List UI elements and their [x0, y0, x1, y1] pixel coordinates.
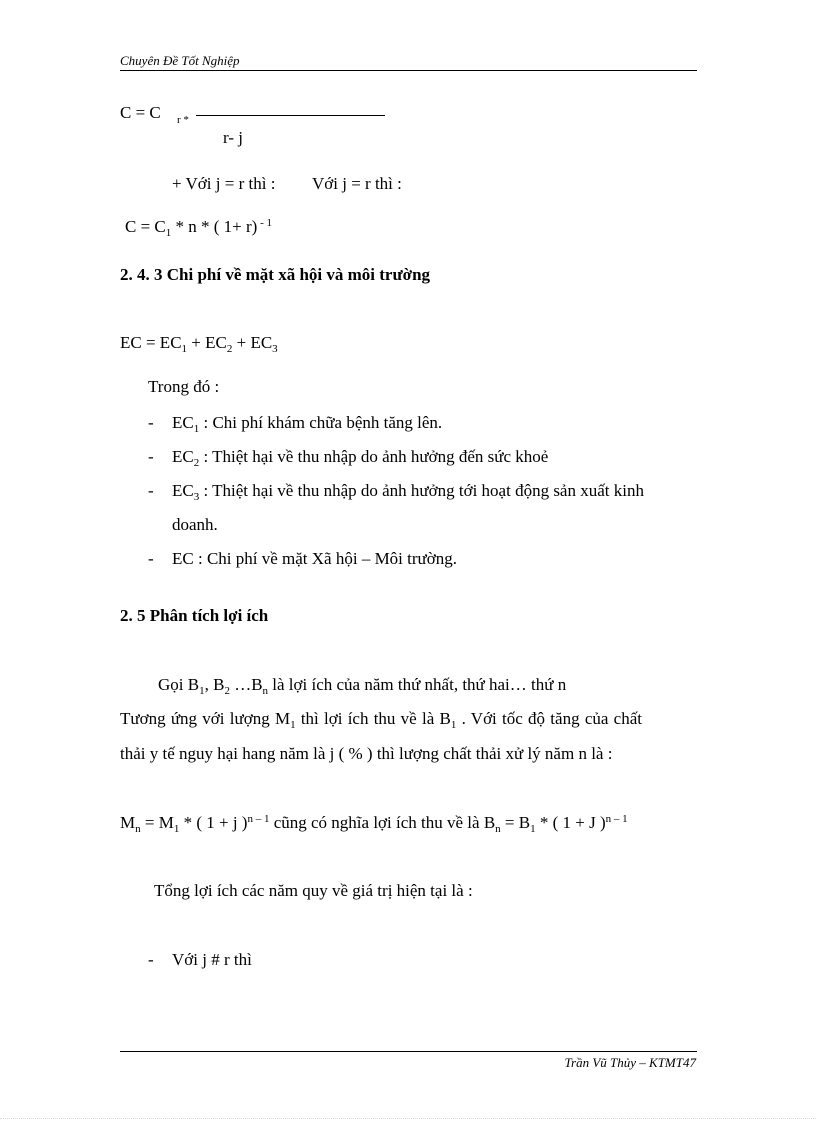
- formula-mn-d: cũng có nghĩa lợi ích thu về là B: [269, 813, 496, 832]
- para-1: [158, 675, 566, 695]
- formula-mn-b: = M: [140, 813, 174, 832]
- list-dash-5: -: [148, 950, 154, 969]
- para-2-c: . Với tốc độ tăng của chất: [456, 709, 642, 728]
- trong-do: Trong đó :: [148, 377, 220, 396]
- para-2-s2: 1: [450, 719, 457, 731]
- para-4: Tổng lợi ích các năm quy về giá trị hiện tại là :: [154, 881, 473, 900]
- formula-mn-e2: n – 1: [605, 813, 628, 825]
- case-left: + Với j = r thì :: [172, 174, 276, 193]
- para-1-s2: 2: [224, 685, 230, 697]
- para-2: [120, 709, 642, 729]
- list-item-3-a: EC: [172, 481, 194, 500]
- page-bottom-edge: [0, 1118, 816, 1119]
- formula-ec-c: + EC: [232, 333, 273, 352]
- list-item-2-b: : Thiệt hại về thu nhập do ảnh hưởng đến sức khoẻ: [199, 447, 549, 466]
- footer-rule: [120, 1051, 697, 1052]
- list-dash-4: -: [148, 549, 154, 568]
- list-dash-1: -: [148, 413, 154, 432]
- formula-c-sub: r *: [177, 114, 189, 126]
- header-rule: [120, 70, 697, 71]
- formula-mn-s4: 1: [530, 823, 536, 835]
- list-dash-3: -: [148, 481, 154, 500]
- para-1-s3: n: [262, 685, 269, 697]
- para-1-s1: 1: [199, 685, 205, 697]
- list-item-2-a: EC: [172, 447, 194, 466]
- formula-mn-s2: 1: [173, 823, 180, 835]
- formula-c2-a: C = C: [125, 217, 166, 236]
- formula-c2-sub: 1: [165, 227, 172, 239]
- para-2-a: Tương ứng với lượng M: [120, 709, 291, 728]
- formula-mn-s3: n: [495, 823, 501, 835]
- list-item-2: [172, 447, 548, 467]
- para-2-b: thì lợi ích thu về là B: [295, 709, 451, 728]
- formula-ec-s3: 3: [272, 343, 278, 355]
- section-25-title: 2. 5 Phân tích lợi ích: [120, 606, 269, 625]
- formula-c-denominator: r- j: [223, 128, 243, 147]
- formula-c-lhs: C = C: [120, 103, 161, 122]
- list-item-2-sub: 2: [193, 457, 200, 469]
- para-3: thải y tế nguy hại hang năm là j ( % ) thì lượng chất thải xử lý năm n là :: [120, 744, 613, 763]
- footer-author: Trần Vũ Thủy – KTMT47: [564, 1055, 696, 1070]
- formula-ec-s2: 2: [226, 343, 233, 355]
- para-2-s1: 1: [290, 719, 296, 731]
- formula-ec-b: + EC: [187, 333, 227, 352]
- formula-mn-e: = B: [500, 813, 531, 832]
- para-1-d: là lợi ích của năm thứ nhất, thứ hai… thứ n: [268, 675, 567, 694]
- list-item-3-sub: 3: [193, 491, 200, 503]
- formula-mn-f: * ( 1 + J ): [535, 813, 606, 832]
- formula-mn-s1: n: [135, 823, 141, 835]
- list-item-1-a: EC: [172, 413, 194, 432]
- formula-mn-a: M: [120, 813, 136, 832]
- list-item-3-cont: doanh.: [172, 515, 218, 534]
- formula-c2: [125, 217, 272, 237]
- para-1-c: …B: [229, 675, 263, 694]
- header-title: Chuyên Đề Tốt Nghiệp: [120, 53, 240, 68]
- para-1-a: Gọi B: [158, 675, 200, 694]
- list-item-3: [172, 481, 644, 501]
- formula-mn-c: * ( 1 + j ): [179, 813, 248, 832]
- formula-mn: [120, 813, 628, 833]
- formula-c2-b: * n * ( 1+ r): [171, 217, 258, 236]
- list-dash-2: -: [148, 447, 154, 466]
- formula-ec: [120, 333, 278, 353]
- fraction-line: [196, 115, 385, 116]
- case-right: Với j = r thì :: [312, 174, 402, 193]
- list-item-4: EC : Chi phí về mặt Xã hội – Môi trường.: [172, 549, 457, 568]
- section-243-title: 2. 4. 3 Chi phí về mặt xã hội và môi trường: [120, 265, 431, 284]
- list-item-1-b: : Chi phí khám chữa bệnh tăng lên.: [199, 413, 443, 432]
- formula-c: [120, 103, 189, 126]
- para-1-b: , B: [204, 675, 225, 694]
- formula-mn-e1: n – 1: [247, 813, 270, 825]
- formula-ec-a: EC = EC: [120, 333, 182, 352]
- list-item-3-b: : Thiệt hại về thu nhập do ảnh hưởng tới hoạt động sản xuất kinh: [199, 481, 644, 500]
- list-item-1: [172, 413, 442, 433]
- list-item-1-sub: 1: [193, 423, 200, 435]
- last-item: Với j # r thì: [172, 950, 252, 969]
- formula-c2-exp: - 1: [257, 217, 273, 229]
- formula-ec-s1: 1: [181, 343, 188, 355]
